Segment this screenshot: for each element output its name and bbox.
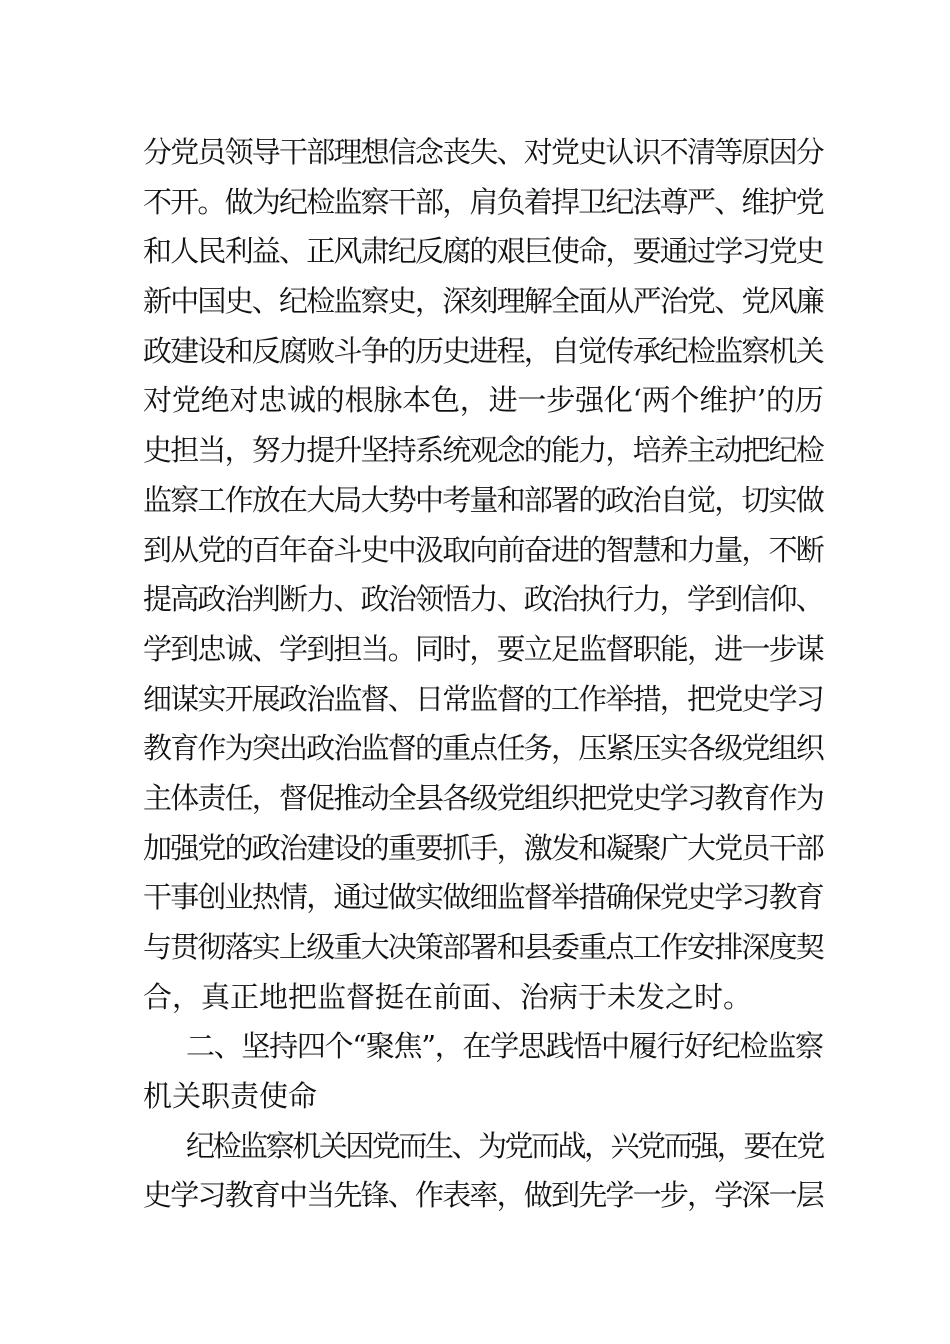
text-line: 细谋实开展政治监督、日常监督的工作举措，把党史学习 [143, 681, 824, 716]
text-line: 加强党的政治建设的重要抓手，激发和凝聚广大党员干部 [143, 830, 824, 865]
section-heading-line: 二、坚持四个“聚焦”，在学思践悟中履行好纪检监察 [186, 1029, 823, 1064]
text-line: 政建设和反腐败斗争的历史进程，自觉传承纪检监察机关 [143, 333, 824, 368]
text-line: 纪检监察机关因党而生、为党而战，兴党而强，要在党 [186, 1128, 823, 1163]
text-line: 提高政治判断力、政治领悟力、政治执行力，学到信仰、 [143, 582, 824, 617]
text-line: 合，真正地把监督挺在前面、治病于未发之时。 [143, 979, 753, 1014]
text-line: 不开。做为纪检监察干部，肩负着捍卫纪法尊严、维护党 [143, 184, 824, 219]
text-line: 主体责任，督促推动全县各级党组织把党史学习教育作为 [143, 780, 824, 815]
document-body [143, 128, 823, 1221]
text-line: 史担当，努力提升坚持系统观念的能力，培养主动把纪检 [143, 433, 824, 468]
text-line: 对党绝对忠诚的根脉本色，进一步强化‘两个维护’的历 [143, 383, 824, 418]
section-heading-line: 机关职责使命 [143, 1079, 318, 1114]
text-line: 新中国史、纪检监察史，深刻理解全面从严治党、党风廉 [143, 284, 824, 319]
text-line: 史学习教育中当先锋、作表率，做到先学一步，学深一层 [143, 1178, 824, 1213]
text-line: 与贯彻落实上级重大决策部署和县委重点工作安排深度契 [143, 930, 824, 964]
text-line: 学到忠诚、学到担当。同时，要立足监督职能，进一步谋 [143, 631, 824, 666]
text-line: 干事创业热情，通过做实做细监督举措确保党史学习教育 [143, 880, 824, 915]
text-line: 监察工作放在大局大势中考量和部署的政治自觉，切实做 [143, 482, 824, 517]
text-line: 教育作为突出政治监督的重点任务，压紧压实各级党组织 [143, 731, 824, 766]
text-line: 和人民利益、正风肃纪反腐的艰巨使命，要通过学习党史 [143, 234, 824, 269]
text-line: 分党员领导干部理想信念丧失、对党史认识不清等原因分 [143, 135, 824, 169]
text-line: 到从党的百年奋斗史中汲取向前奋进的智慧和力量，不断 [143, 532, 824, 567]
